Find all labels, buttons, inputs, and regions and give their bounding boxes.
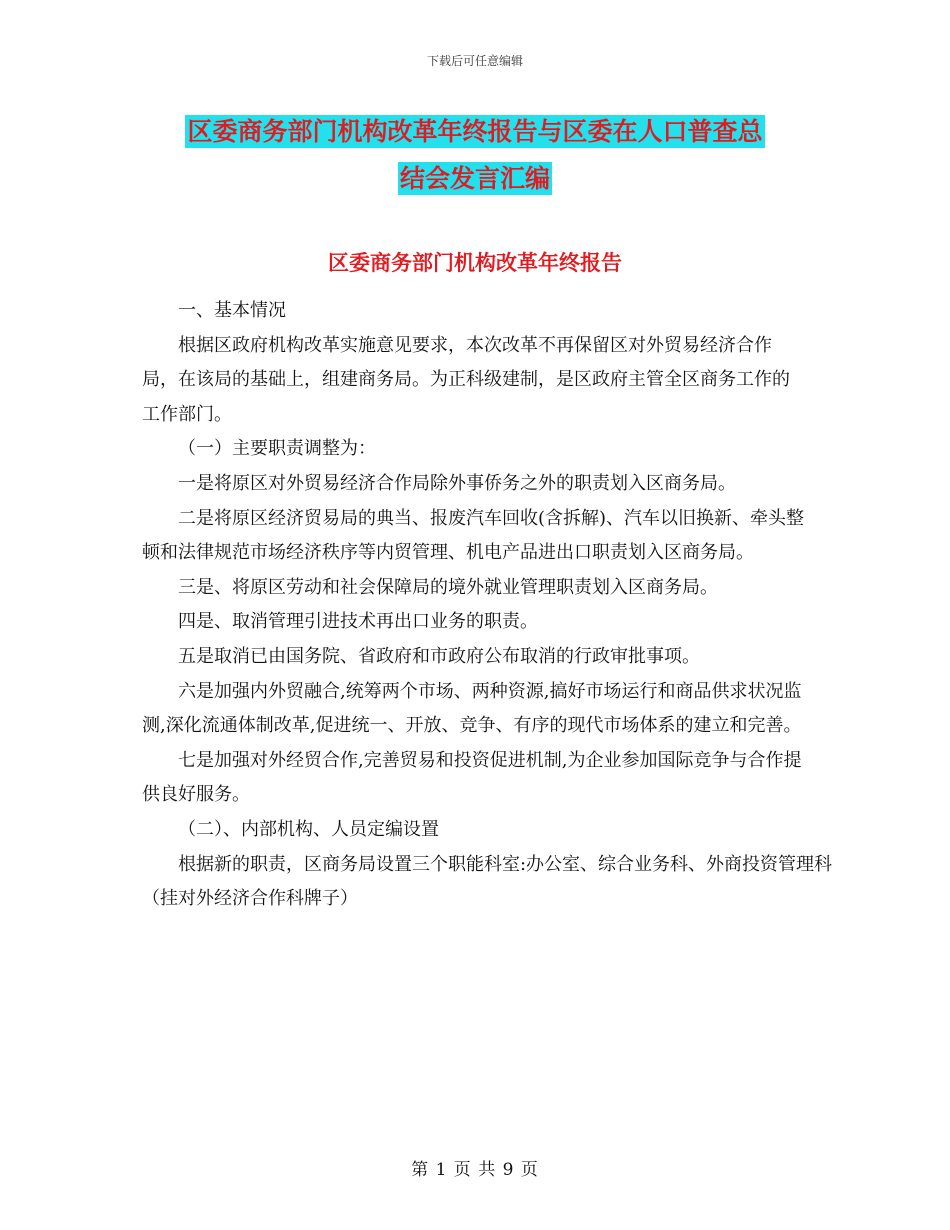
paragraph-heading-1: 一、基本情况 xyxy=(178,300,286,321)
title-line-2: 结会发言汇编 xyxy=(399,164,550,193)
paragraph: 根据区政府机构改革实施意见要求，本次改革不再保留区对外贸易经济合作局，在该局的基础上，组建商务局。为正科级建制，是区政府主管全区商务工作的工作部门。 xyxy=(142,334,790,425)
paragraph: 一是将原区对外贸易经济合作局除外事侨务之外的职责划入区商务局。 xyxy=(178,472,736,494)
paragraph: 四是、取消管理引进技术再出口业务的职责。 xyxy=(178,611,538,633)
paragraph: 根据新的职责，区商务局设置三个职能科室:办公室、综合业务科、外商投资管理科（挂对外经济合作科牌子） xyxy=(142,853,833,910)
document-title xyxy=(0,108,950,202)
document-body xyxy=(142,294,833,917)
paragraph: 六是加强内外贸融合,统筹两个市场、两种资源,搞好市场运行和商品供求状况监测,深化流通体制改革,促进统一、开放、竞争、有序的现代市场体系的建立和完善。 xyxy=(142,680,802,737)
section-title: 区委商务部门机构改革年终报告 xyxy=(328,251,622,275)
title-line-1: 区委商务部门机构改革年终报告与区委在人口普查总 xyxy=(187,117,763,146)
page-number: 第 1 页 共 9 页 xyxy=(411,1160,539,1180)
header-note: 下载后可任意编辑 xyxy=(426,54,523,68)
paragraph-subheading-2: （二）、内部机构、人员定编设置 xyxy=(178,818,439,840)
paragraph: 五是取消已由国务院、省政府和市政府公布取消的行政审批事项。 xyxy=(178,645,700,667)
paragraph: 二是将原区经济贸易局的典当、报废汽车回收(含拆解)、汽车以旧换新、牵头整顿和法律规范市场经济秩序等内贸管理、机电产品进出口职责划入区商务局。 xyxy=(142,507,805,564)
paragraph: 七是加强对外经贸合作,完善贸易和投资促进机制,为企业参加国际竞争与合作提供良好服务。 xyxy=(142,749,802,806)
paragraph-subheading-1: （一）主要职责调整为： xyxy=(178,438,376,460)
paragraph: 三是、将原区劳动和社会保障局的境外就业管理职责划入区商务局。 xyxy=(178,576,718,598)
